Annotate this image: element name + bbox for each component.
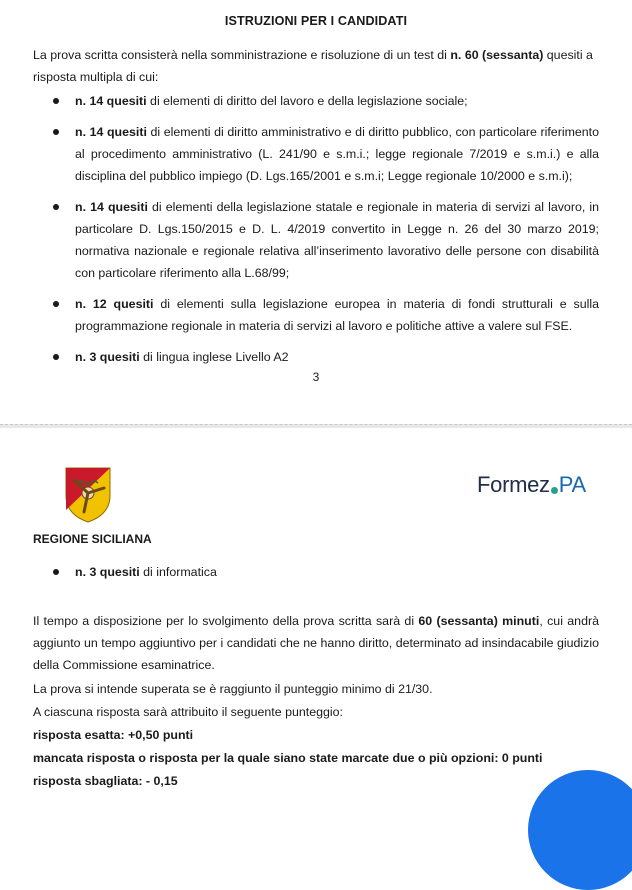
item-text: di lingua inglese Livello A2 bbox=[139, 350, 289, 364]
formez-pa-text: PA bbox=[558, 472, 586, 497]
time-paragraph bbox=[33, 610, 599, 676]
regione-siciliana-emblem-icon bbox=[62, 466, 114, 524]
list-item bbox=[33, 121, 599, 187]
list-item bbox=[33, 196, 599, 284]
formez-text: Formez bbox=[477, 472, 550, 497]
pass-paragraph: La prova si intende superata se è raggiunto il punteggio minimo di 21/30. bbox=[33, 682, 433, 696]
intro-bold: n. 60 (sessanta) bbox=[450, 48, 544, 62]
page-number: 3 bbox=[312, 370, 320, 384]
item-text: di elementi di diritto del lavoro e della legislazione sociale; bbox=[146, 94, 468, 108]
list-item bbox=[33, 561, 599, 583]
bullet-icon bbox=[53, 354, 59, 360]
bullet-icon bbox=[53, 301, 59, 307]
bullet-icon bbox=[53, 129, 59, 135]
item-text: di elementi di diritto amministrativo e di diritto pubblico, con particolare riferimento al procedimento amministrativo (L. 241/90 e s.m.i.; legge regionale 7/2019 e s.m.i.) e alla disciplina del pubblico impiego (D. Lgs.165/2001 e s.m.i; Legge regionale 10/2000 e s.m.i); bbox=[75, 125, 600, 183]
formez-dot-icon bbox=[551, 487, 558, 494]
item-bold: n. 3 quesiti bbox=[75, 565, 140, 579]
intro-text: La prova scritta consisterà nella somministrazione e risoluzione di un test di bbox=[33, 48, 451, 62]
intro-text-end: quesiti a risposta multipla di cui: bbox=[33, 48, 593, 84]
item-bold: n. 14 quesiti bbox=[75, 125, 147, 139]
item-bold: n. 14 quesiti bbox=[75, 200, 148, 214]
list-item bbox=[33, 346, 599, 368]
list-item bbox=[33, 90, 599, 112]
score-blank: mancata risposta o risposta per la quale siano state marcate due o più opzioni: 0 punti bbox=[33, 751, 543, 765]
document-page-3 bbox=[0, 0, 632, 425]
item-text: di elementi della legislazione statale e regionale in materia di servizi al lavoro, in particolare D. Lgs.150/2015 e D. L. 4/2019 convertito in Legge n. 26 del 30 marzo 2019; normativa nazionale e regionale relativa all’inserimento lavorativo delle persone con disabilità con particolare riferimento alla L.68/99; bbox=[75, 200, 599, 280]
score-correct: risposta esatta: +0,50 punti bbox=[33, 728, 194, 742]
scoring-intro: A ciascuna risposta sarà attribuito il seguente punteggio: bbox=[33, 705, 343, 719]
item-bold: n. 3 quesiti bbox=[75, 350, 140, 364]
bullet-icon bbox=[53, 569, 59, 575]
item-text: di elementi sulla legislazione europea in materia di fondi strutturali e sulla programmazione regionale in materia di servizi al lavoro e politiche attive a valere sul FSE. bbox=[75, 297, 600, 333]
item-bold: n. 12 quesiti bbox=[75, 297, 154, 311]
bullet-icon bbox=[53, 98, 59, 104]
question-list-continued bbox=[33, 561, 599, 592]
bullet-icon bbox=[53, 204, 59, 210]
document-page-4 bbox=[0, 428, 632, 800]
page-title: ISTRUZIONI PER I CANDIDATI bbox=[224, 14, 408, 28]
item-bold: n. 14 quesiti bbox=[75, 94, 147, 108]
score-wrong: risposta sbagliata: - 0,15 bbox=[33, 774, 178, 788]
list-item bbox=[33, 293, 599, 337]
floating-action-button[interactable] bbox=[528, 770, 632, 890]
time-text: Il tempo a disposizione per lo svolgimento della prova scritta sarà di bbox=[33, 614, 419, 628]
question-list bbox=[33, 90, 599, 377]
item-text: di informatica bbox=[139, 565, 217, 579]
time-bold: 60 (sessanta) minuti bbox=[418, 614, 540, 628]
formez-pa-logo bbox=[477, 472, 586, 498]
time-text-end: , cui andrà aggiunto un tempo aggiuntivo per i candidati che ne hanno diritto, determinato ad insindacabile giudizio della Commissione esaminatrice. bbox=[33, 614, 599, 672]
region-heading: REGIONE SICILIANA bbox=[33, 532, 152, 546]
intro-paragraph bbox=[33, 44, 599, 88]
